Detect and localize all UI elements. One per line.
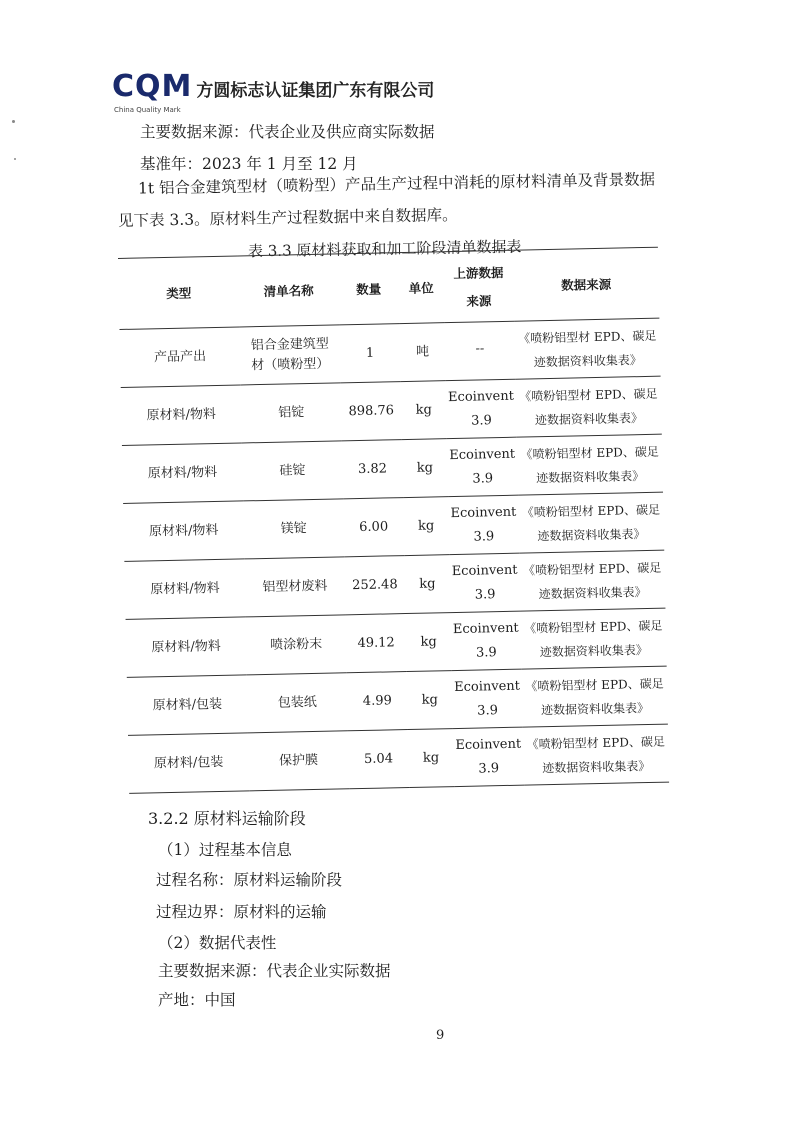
data-source-line: 主要数据来源：代表企业及供应商实际数据 [140,123,435,141]
cqm-logo: CQM [112,69,193,104]
header-qty: 数量 [338,253,399,325]
process-boundary-line: 过程边界：原材料的运输 [156,903,327,921]
cell-source: 《喷粉铝型材 EPD、碳足 迹数据资料收集表》 [520,608,666,669]
cell-type: 原材料/物料 [122,443,243,504]
cell-name: 铝合金建筑型 材（喷粉型） [239,325,340,385]
cell-upstream: Ecoinvent 3.9 [449,553,520,612]
cell-qty: 4.99 [347,672,408,731]
process-name-line: 过程名称：原材料运输阶段 [156,871,343,889]
table-caption: 表 3.3 原材料获取和加工阶段清单数据表 [247,237,522,261]
inventory-table [118,247,669,794]
cell-type: 原材料/物料 [121,385,242,446]
cell-source: 《喷粉铝型材 EPD、碳足 迹数据资料收集表》 [522,666,668,727]
cell-unit: kg [407,671,453,730]
scan-speck [14,158,16,160]
cell-qty: 3.82 [342,440,403,499]
cell-upstream: -- [444,321,515,380]
section-title: 3.2.2 原材料运输阶段 [148,809,306,828]
header-name: 清单名称 [238,254,339,327]
cell-source: 《喷粉铝型材 EPD、碳足 迹数据资料收集表》 [518,492,664,553]
cell-type: 原材料/物料 [123,501,244,562]
cell-name: 包装纸 [247,673,348,733]
company-name: 方圆标志认证集团广东有限公司 [196,81,435,101]
header-unit: 单位 [398,252,444,324]
cell-upstream: Ecoinvent 3.9 [450,611,521,670]
cell-name: 喷涂粉末 [246,615,347,675]
cell-upstream: Ecoinvent 3.9 [453,727,524,786]
cell-name: 铝型材废料 [244,557,345,617]
header-upstream-line2: 来源 [466,293,492,309]
table-body [119,318,669,793]
cell-name: 保护膜 [248,731,349,791]
cell-type: 原材料/物料 [126,617,247,678]
cell-source: 《喷粉铝型材 EPD、碳足 迹数据资料收集表》 [516,376,662,437]
subsection-representativeness: （2）数据代表性 [158,934,277,952]
cell-unit: kg [406,613,452,672]
cell-type: 原材料/物料 [124,559,245,620]
header-type: 类型 [118,256,239,329]
cell-type: 产品产出 [119,327,240,388]
cell-qty: 49.12 [346,614,407,673]
cell-upstream: Ecoinvent 3.9 [448,495,519,554]
origin-line: 产地：中国 [158,991,236,1009]
cell-upstream: Ecoinvent 3.9 [447,437,518,496]
cell-qty: 898.76 [341,382,402,441]
inventory-table-wrap [118,258,678,794]
section-data-source-line: 主要数据来源：代表企业实际数据 [158,962,391,980]
cell-qty: 252.48 [344,556,405,615]
cell-qty: 1 [339,324,400,383]
page-number: 9 [436,1028,445,1043]
cell-unit: kg [403,497,449,556]
logo-subtitle: China Quality Mark [114,106,181,114]
cell-type: 原材料/包装 [127,675,248,736]
cell-name: 镁锭 [243,499,344,559]
cell-source: 《喷粉铝型材 EPD、碳足 迹数据资料收集表》 [514,318,660,379]
cell-unit: kg [404,555,450,614]
base-year-line: 基准年：2023 年 1 月至 12 月 [140,155,358,173]
intro-paragraph-line2: 见下表 3.3。原材料生产过程数据中来自数据库。 [117,206,458,230]
cell-upstream: Ecoinvent 3.9 [452,669,523,728]
cell-name: 铝锭 [241,383,342,443]
cell-upstream: Ecoinvent 3.9 [446,379,517,438]
intro-paragraph-line1: 1t 铝合金建筑型材（喷粉型）产品生产过程中消耗的原材料清单及背景数据 [137,170,656,198]
table-header-row [118,247,659,329]
header-upstream [443,250,514,322]
header-source: 数据来源 [513,247,659,321]
cell-name: 硅锭 [242,441,343,501]
subsection-basic-info: （1）过程基本信息 [158,841,292,859]
cell-unit: kg [408,729,454,788]
cell-source: 《喷粉铝型材 EPD、碳足 迹数据资料收集表》 [517,434,663,495]
header-logo [112,69,435,104]
cell-source: 《喷粉铝型材 EPD、碳足 迹数据资料收集表》 [523,724,669,785]
header-upstream-line1: 上游数据 [453,264,504,281]
cell-unit: kg [402,439,448,498]
cell-unit: kg [401,381,447,440]
cell-qty: 5.04 [348,730,409,789]
cell-unit: 吨 [399,323,445,382]
cell-qty: 6.00 [343,498,404,557]
table-row [128,724,669,793]
scan-speck [12,120,15,123]
cell-type: 原材料/包装 [128,733,249,794]
cell-source: 《喷粉铝型材 EPD、碳足 迹数据资料收集表》 [519,550,665,611]
